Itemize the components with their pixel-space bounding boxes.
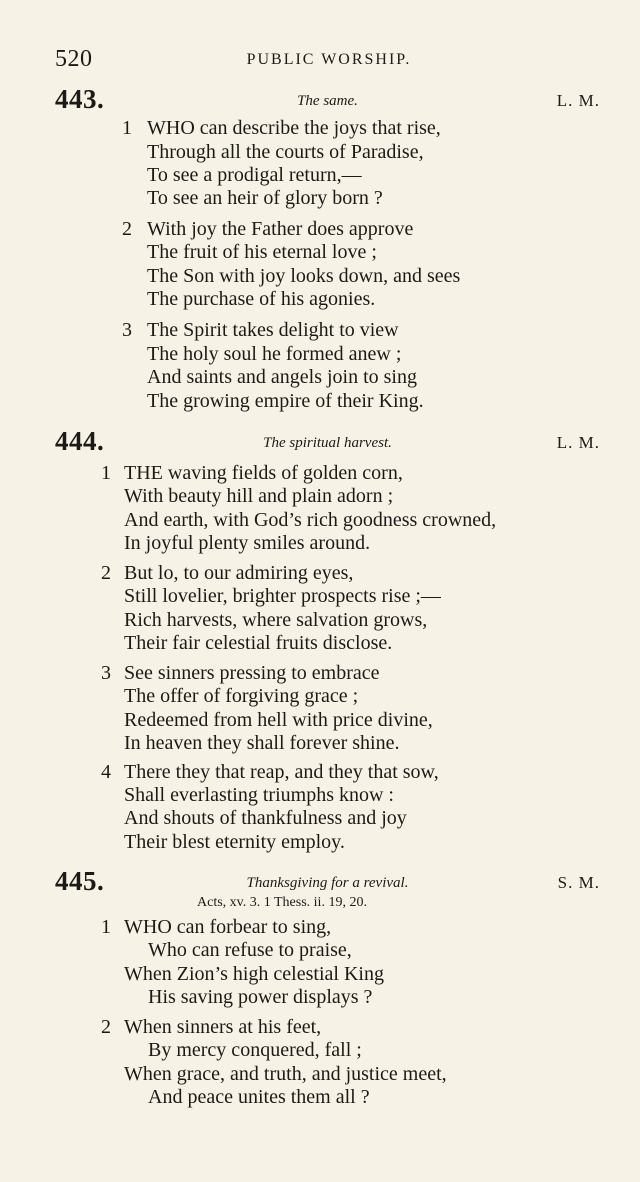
verse-line: To see a prodigal return,— [147, 164, 362, 186]
verse-line: WHO can describe the joys that rise, [147, 117, 441, 139]
verse-line: And shouts of thankfulness and joy [124, 807, 407, 829]
verse-line: By mercy conquered, fall ; [148, 1039, 362, 1061]
hymn-number: 444. [55, 426, 105, 456]
verse-line: Shall everlasting triumphs know : [124, 784, 394, 806]
verse-line: When Zion’s high celestial King [124, 963, 384, 985]
hymn-meter: L. M. [556, 433, 600, 452]
running-head [55, 44, 603, 74]
stanza-number: 1 [101, 916, 111, 938]
hymn-number: 443. [55, 84, 105, 114]
verse-line: Their fair celestial fruits disclose. [124, 632, 393, 654]
page-number: 520 [55, 46, 93, 72]
stanza-number: 3 [122, 319, 132, 341]
verse-line: The fruit of his eternal love ; [147, 241, 377, 263]
hymn-meter: L. M. [556, 91, 600, 110]
verse-line: His saving power displays ? [148, 986, 373, 1008]
hymn-title: The spiritual harvest. [263, 435, 392, 451]
verse-line: Their blest eternity employ. [124, 831, 345, 853]
stanza-number: 4 [101, 761, 111, 783]
stanza-number: 1 [101, 462, 111, 484]
verse-line: In joyful plenty smiles around. [124, 532, 371, 554]
verse-line: With beauty hill and plain adorn ; [124, 485, 394, 507]
stanza-number: 2 [122, 218, 132, 240]
hymn-meter: S. M. [557, 873, 600, 892]
verse-line: Still lovelier, brighter prospects rise ;— [124, 585, 441, 607]
hymn-header [55, 866, 600, 896]
verse-line: See sinners pressing to embrace [124, 662, 380, 684]
hymn-title: The same. [297, 93, 358, 109]
stanza-number: 1 [122, 117, 132, 139]
verse-line: But lo, to our admiring eyes, [124, 562, 354, 584]
stanza-number: 3 [101, 662, 111, 684]
verse-line: With joy the Father does approve [147, 218, 414, 240]
running-title: PUBLIC WORSHIP. [246, 51, 412, 68]
verse-line: THE waving fields of golden corn, [124, 462, 403, 484]
stanza-number: 2 [101, 562, 111, 584]
verse-line: The growing empire of their King. [147, 390, 424, 412]
verse-line: The offer of forgiving grace ; [124, 685, 359, 707]
verse-line: And peace unites them all ? [148, 1086, 370, 1108]
verse-line: The holy soul he formed anew ; [147, 343, 402, 365]
verse-line: When grace, and truth, and justice meet, [124, 1063, 447, 1085]
hymn-header [55, 84, 600, 114]
verse-line: The Son with joy looks down, and sees [147, 265, 461, 287]
verse-line: WHO can forbear to sing, [124, 916, 332, 938]
hymn-header [55, 426, 600, 456]
verse-line: The Spirit takes delight to view [147, 319, 399, 341]
stanza-number: 2 [101, 1016, 111, 1038]
verse-line: In heaven they shall forever shine. [124, 732, 400, 754]
hymn-title: Thanksgiving for a revival. [246, 875, 409, 891]
verse-line: Rich harvests, where salvation grows, [124, 609, 428, 631]
scripture-reference: Acts, xv. 3. 1 Thess. ii. 19, 20. [197, 895, 367, 910]
verse-line: Through all the courts of Paradise, [147, 141, 424, 163]
verse-line: And saints and angels join to sing [147, 366, 417, 388]
verse-line: Who can refuse to praise, [148, 939, 352, 961]
verse-line: The purchase of his agonies. [147, 288, 376, 310]
verse-line: When sinners at his feet, [124, 1016, 322, 1038]
verse-line: There they that reap, and they that sow, [124, 761, 439, 783]
hymn-number: 445. [55, 866, 105, 896]
verse-line: To see an heir of glory born ? [147, 187, 383, 209]
verse-line: Redeemed from hell with price divine, [124, 709, 433, 731]
verse-line: And earth, with God’s rich goodness crowned, [124, 509, 497, 531]
